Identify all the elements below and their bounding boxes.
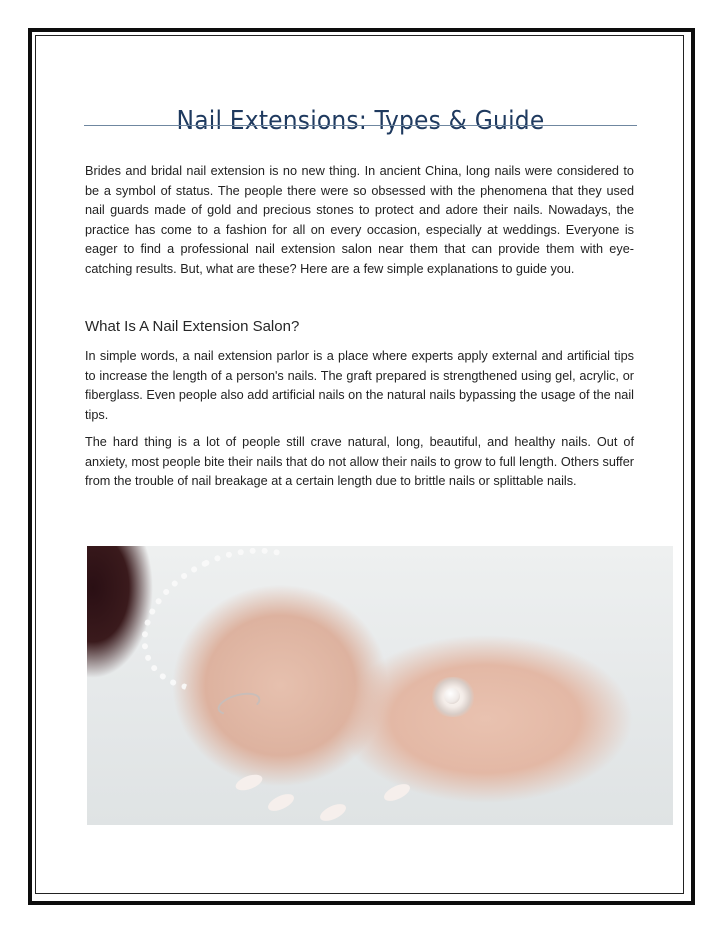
nail — [318, 801, 349, 825]
title-divider — [84, 125, 637, 126]
nail — [266, 791, 297, 815]
section-paragraph-2: The hard thing is a lot of people still crave natural, long, beautiful, and healthy nails. Out of anxiety, most people bite their nails that do not allow their nails to grow to full length. Others suffer from the trouble of nail breakage at a certain length due to brittle nails or splittable nails. — [85, 435, 634, 489]
wedding-band — [215, 689, 263, 720]
page-title: Nail Extensions: Types & Guide — [176, 106, 545, 137]
nail — [382, 781, 413, 805]
section-heading: What Is A Nail Extension Salon? — [85, 318, 300, 335]
intro-paragraph: Brides and bridal nail extension is no new thing. In ancient China, long nails were considered to be a symbol of status. The people there were so obsessed with the phenomena that they used nail guards made of gold and precious stones to protect and adore their nails. Nowadays, the practice has come to a fashion for all on every occasion, especially at weddings. Everyone is eager to find a professional nail extension salon near them that can provide them with eye-catching results. But, what are these? Here are a few simple explanations to guide you. — [85, 164, 634, 276]
bridal-hands-photo — [87, 546, 673, 825]
nail — [234, 772, 265, 794]
section-paragraph-1: In simple words, a nail extension parlor is a place where experts apply external and artificial tips to increase the length of a person's nails. The graft prepared is strengthened using gel, acrylic, or fiberglass. Even people also add artificial nails on the natural nails bypassing the usage of the nail tips. — [85, 349, 634, 422]
ring-pearl — [444, 688, 460, 704]
